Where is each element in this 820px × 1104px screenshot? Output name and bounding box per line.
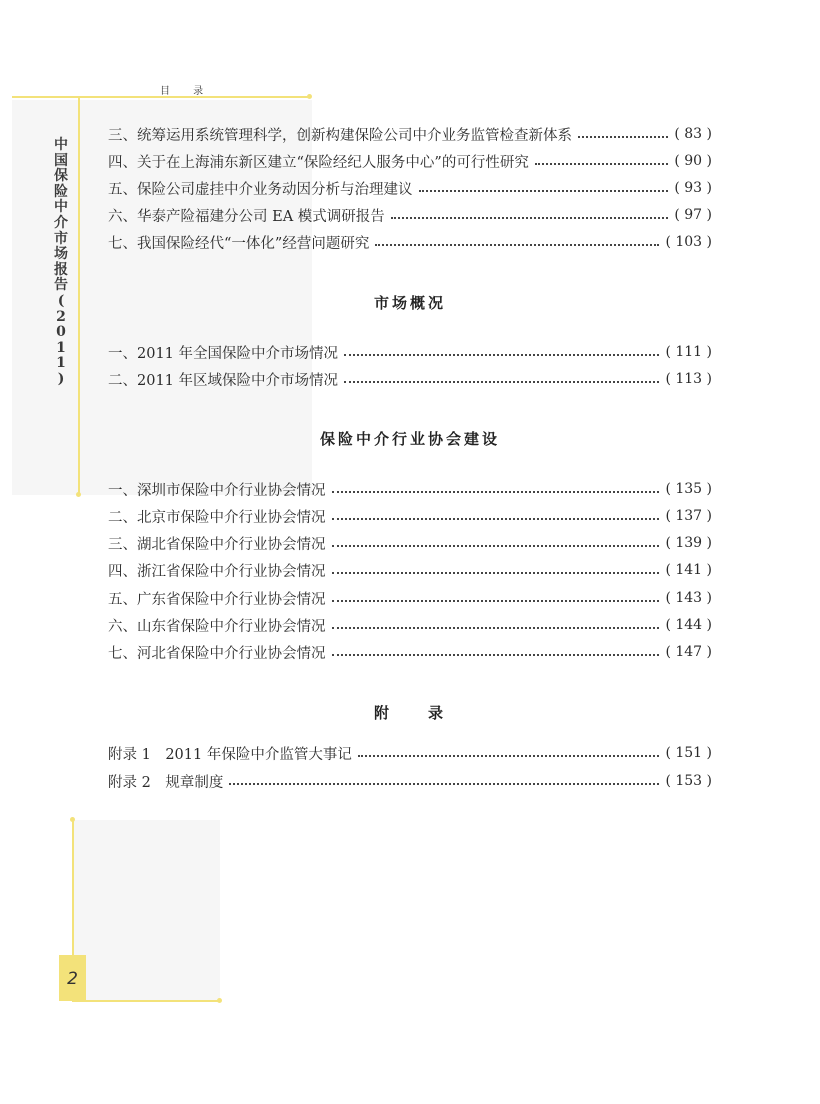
toc-entry-title: 三、湖北省保险中介行业协会情况 xyxy=(108,536,326,553)
spine-char: 保 xyxy=(54,168,68,185)
dot-leader xyxy=(344,369,659,389)
dot-leader xyxy=(375,232,659,252)
running-header: 目 录 xyxy=(160,86,214,97)
toc-entry[interactable] xyxy=(108,771,712,791)
toc-entry[interactable] xyxy=(108,533,712,553)
header-rule-dot xyxy=(307,94,312,99)
spine-char: 中 xyxy=(54,199,68,216)
spine-char: 中 xyxy=(54,137,68,153)
dot-leader xyxy=(332,642,660,662)
toc-entry-title: 七、河北省保险中介行业协会情况 xyxy=(108,645,326,662)
toc-entry[interactable] xyxy=(108,342,712,362)
toc-entry-title: 四、关于在上海浦东新区建立“保险经纪人服务中心”的可行性研究 xyxy=(108,154,529,171)
spine-char: ) xyxy=(57,370,65,387)
dot-leader xyxy=(332,588,660,608)
dot-leader xyxy=(391,205,669,225)
spine-char: ( xyxy=(57,292,65,309)
spine-char: 告 xyxy=(54,277,68,294)
toc-entry-title: 附录 2 规章制度 xyxy=(108,774,224,791)
spine-char: 介 xyxy=(54,214,68,231)
toc-entry-title: 六、山东省保险中介行业协会情况 xyxy=(108,618,326,635)
toc-entry[interactable] xyxy=(108,479,712,499)
toc-entry-title: 七、我国保险经代“一体化”经营问题研究 xyxy=(108,235,370,252)
toc-entry-title: 一、2011 年全国保险中介市场情况 xyxy=(108,345,339,362)
spine-book-title xyxy=(52,138,70,388)
toc-entry-page: ( 90 ) xyxy=(674,153,712,169)
dot-leader xyxy=(332,506,660,526)
toc-entry-page: ( 93 ) xyxy=(674,180,712,196)
dot-leader xyxy=(332,615,660,635)
toc-entry[interactable] xyxy=(108,615,712,635)
toc-entry-page: ( 141 ) xyxy=(665,562,712,578)
spine-char: 1 xyxy=(56,339,66,356)
toc-entry-page: ( 144 ) xyxy=(665,617,712,633)
toc-entry-page: ( 137 ) xyxy=(665,508,712,524)
bottom-horizontal-rule-dot xyxy=(217,998,222,1003)
spine-char: 0 xyxy=(56,324,66,341)
toc-entry[interactable] xyxy=(108,124,712,144)
toc-entry-title: 二、2011 年区域保险中介市场情况 xyxy=(108,372,339,389)
toc-entry[interactable] xyxy=(108,642,712,662)
dot-leader xyxy=(358,743,660,763)
dot-leader xyxy=(419,178,669,198)
toc-entry-page: ( 139 ) xyxy=(665,535,712,551)
toc-entry-page: ( 111 ) xyxy=(665,344,712,360)
bottom-panel-background xyxy=(72,820,220,1000)
dot-leader xyxy=(332,479,660,499)
toc-entry[interactable] xyxy=(108,743,712,763)
toc-entry[interactable] xyxy=(108,151,712,171)
bottom-horizontal-rule xyxy=(72,1000,220,1002)
toc-entry-page: ( 143 ) xyxy=(665,590,712,606)
spine-char: 国 xyxy=(54,152,68,169)
toc-entry-page: ( 151 ) xyxy=(665,745,712,761)
toc-entry-page: ( 153 ) xyxy=(665,773,712,789)
dot-leader xyxy=(535,151,669,171)
dot-leader xyxy=(578,124,668,144)
toc-entry-page: ( 147 ) xyxy=(665,644,712,660)
toc-entry-title: 五、保险公司虚挂中介业务动因分析与治理建议 xyxy=(108,181,413,198)
toc-entry-page: ( 135 ) xyxy=(665,481,712,497)
bottom-vertical-rule-dot xyxy=(70,817,75,822)
toc-entry-title: 三、统筹运用系统管理科学，创新构建保险公司中介业务监管检查新体系 xyxy=(108,127,572,144)
toc-entry-title: 六、华泰产险福建分公司 EA 模式调研报告 xyxy=(108,208,385,225)
dot-leader xyxy=(332,560,660,580)
page-number-box xyxy=(59,955,86,1001)
spine-char: 2 xyxy=(56,308,66,325)
toc-entry-title: 四、浙江省保险中介行业协会情况 xyxy=(108,563,326,580)
toc-entry-title: 附录 1 2011 年保险中介监管大事记 xyxy=(108,746,352,763)
toc-entry[interactable] xyxy=(108,205,712,225)
toc-entry-page: ( 83 ) xyxy=(674,126,712,142)
toc-entry[interactable] xyxy=(108,588,712,608)
spine-char: 1 xyxy=(56,355,66,372)
toc-entry-title: 五、广东省保险中介行业协会情况 xyxy=(108,591,326,608)
spine-char: 险 xyxy=(54,183,68,200)
toc-entry-page: ( 97 ) xyxy=(674,207,712,223)
spine-char: 场 xyxy=(54,246,68,263)
spine-char: 报 xyxy=(54,261,68,278)
dot-leader xyxy=(229,771,659,791)
dot-leader xyxy=(332,533,660,553)
page-number: 2 xyxy=(67,969,78,989)
spine-rule-dot xyxy=(76,492,81,497)
toc-entry-title: 一、深圳市保险中介行业协会情况 xyxy=(108,482,326,499)
toc-entry-page: ( 113 ) xyxy=(665,371,712,387)
toc-entry[interactable] xyxy=(108,560,712,580)
section-heading: 市场概况 xyxy=(373,294,446,312)
section-heading: 保险中介行业协会建设 xyxy=(319,430,500,448)
toc-entry[interactable] xyxy=(108,232,712,252)
toc-entry[interactable] xyxy=(108,369,712,389)
section-heading: 附 录 xyxy=(373,704,446,722)
spine-char: 市 xyxy=(54,230,68,247)
toc-entry[interactable] xyxy=(108,506,712,526)
dot-leader xyxy=(344,342,659,362)
toc-entry[interactable] xyxy=(108,178,712,198)
toc-entry-page: ( 103 ) xyxy=(665,234,712,250)
toc-entry-title: 二、北京市保险中介行业协会情况 xyxy=(108,509,326,526)
